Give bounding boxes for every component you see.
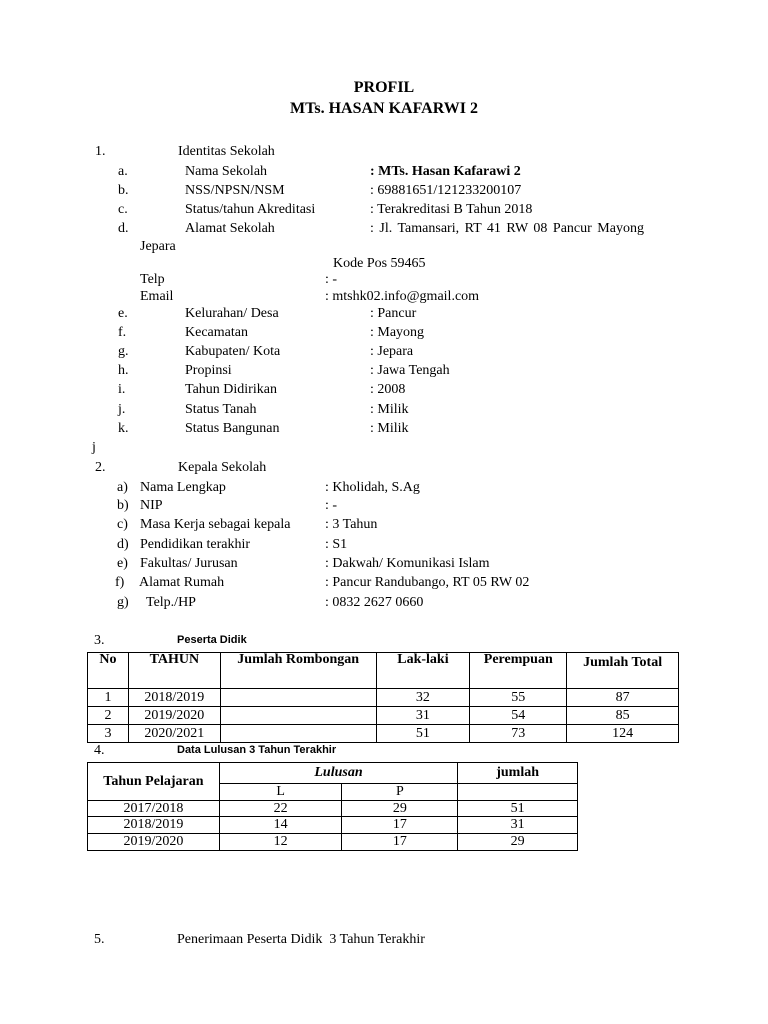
cell-rombongan	[220, 707, 376, 725]
sub-header-empty	[458, 784, 578, 801]
item-value: : 3 Tahun	[325, 517, 378, 532]
item-value: : 69881651/121233200107	[370, 183, 522, 198]
item-letter: c)	[117, 517, 128, 532]
cell-jumlah: 31	[458, 817, 578, 834]
cell-perempuan: 55	[470, 689, 567, 707]
cell-tahun: 2019/2020	[128, 707, 220, 725]
item-value: : MTs. Hasan Kafarawi 2	[370, 164, 521, 179]
item-label: Nama Lengkap	[140, 480, 226, 495]
stray-character: j	[92, 440, 96, 455]
email-value: : mtshk02.info@gmail.com	[325, 289, 480, 304]
sub-header-l: L	[219, 784, 342, 801]
item-value: : Terakreditasi B Tahun 2018	[370, 202, 533, 217]
item-letter: i.	[118, 382, 126, 397]
cell-perempuan: 73	[470, 725, 567, 743]
cell-no: 2	[88, 707, 129, 725]
cell-no: 3	[88, 725, 129, 743]
col-header-tahun: TAHUN	[128, 653, 220, 689]
item-value: : Pancur	[370, 306, 417, 321]
data-lulusan-table	[87, 762, 578, 851]
item-label: Status/tahun Akreditasi	[185, 202, 316, 217]
cell-p: 17	[342, 817, 458, 834]
item-value: : 0832 2627 0660	[325, 595, 424, 610]
item-label: Kelurahan/ Desa	[185, 306, 279, 321]
cell-tahun: 2017/2018	[88, 801, 220, 817]
peserta-didik-table	[87, 652, 679, 743]
table-row	[88, 707, 679, 725]
section5-heading: Penerimaan Peserta Didik 3 Tahun Terakhir	[177, 932, 425, 947]
section4-number: 4.	[94, 743, 105, 758]
cell-p: 17	[342, 834, 458, 851]
item-letter: c.	[118, 202, 128, 217]
item-value: : Jawa Tengah	[370, 363, 450, 378]
table-row	[88, 817, 578, 834]
item-letter: e)	[117, 556, 128, 571]
table-header-row	[88, 653, 679, 689]
email-label: Email	[140, 289, 174, 304]
cell-tahun: 2019/2020	[88, 834, 220, 851]
cell-tahun: 2018/2019	[88, 817, 220, 834]
address-continuation: Jepara	[140, 239, 176, 254]
section2-heading: Kepala Sekolah	[178, 460, 267, 475]
cell-laki-laki: 31	[376, 707, 470, 725]
section3-heading: Peserta Didik	[177, 634, 247, 646]
item-letter: g)	[117, 595, 129, 610]
item-value: : Milik	[370, 402, 409, 417]
item-value: : Dakwah/ Komunikasi Islam	[325, 556, 490, 571]
cell-total: 85	[567, 707, 679, 725]
item-letter: h.	[118, 363, 129, 378]
col-header-jumlah-total: Jumlah Total	[567, 653, 679, 689]
item-label: Fakultas/ Jurusan	[140, 556, 238, 571]
telp-label: Telp	[140, 272, 165, 287]
item-label: Nama Sekolah	[185, 164, 268, 179]
section1-number: 1.	[95, 144, 106, 159]
table-header-row	[88, 763, 578, 784]
item-value: : -	[325, 498, 338, 513]
item-letter: b.	[118, 183, 129, 198]
table-row	[88, 689, 679, 707]
item-label: Telp./HP	[146, 595, 196, 610]
item-value: : Jepara	[370, 344, 414, 359]
item-label: NSS/NPSN/NSM	[185, 183, 285, 198]
col-header-jumlah: jumlah	[458, 763, 578, 784]
item-letter: e.	[118, 306, 128, 321]
item-letter: f)	[115, 575, 125, 590]
item-label: Pendidikan terakhir	[140, 537, 251, 552]
cell-p: 29	[342, 801, 458, 817]
cell-tahun: 2018/2019	[128, 689, 220, 707]
cell-total: 124	[567, 725, 679, 743]
item-label: Tahun Didirikan	[185, 382, 277, 397]
cell-laki-laki: 51	[376, 725, 470, 743]
cell-jumlah: 51	[458, 801, 578, 817]
item-letter: d)	[117, 537, 129, 552]
item-letter: a)	[117, 480, 128, 495]
item-letter: j.	[118, 402, 126, 417]
item-label: Kecamatan	[185, 325, 248, 340]
table-row	[88, 834, 578, 851]
table-row	[88, 725, 679, 743]
item-letter: d.	[118, 221, 129, 236]
col-header-perempuan: Perempuan	[470, 653, 567, 689]
item-label: Status Tanah	[185, 402, 257, 417]
section3-number: 3.	[94, 633, 105, 648]
item-value: : S1	[325, 537, 348, 552]
cell-no: 1	[88, 689, 129, 707]
item-label: Masa Kerja sebagai kepala	[140, 517, 291, 532]
item-label: NIP	[140, 498, 163, 513]
item-value: : Milik	[370, 421, 409, 436]
item-label: Alamat Rumah	[139, 575, 225, 590]
cell-rombongan	[220, 725, 376, 743]
item-label: Propinsi	[185, 363, 232, 378]
item-label: Status Bangunan	[185, 421, 280, 436]
cell-jumlah: 29	[458, 834, 578, 851]
table-row	[88, 801, 578, 817]
col-header-no: No	[88, 653, 129, 689]
section4-heading: Data Lulusan 3 Tahun Terakhir	[177, 744, 337, 756]
item-value: : Pancur Randubango, RT 05 RW 02	[325, 575, 530, 590]
title-line-1: PROFIL	[353, 79, 415, 96]
col-header-jumlah-rombongan: Jumlah Rombongan	[220, 653, 376, 689]
item-value: : 2008	[370, 382, 406, 397]
section2-number: 2.	[95, 460, 106, 475]
col-header-laki-laki: Lak-laki	[376, 653, 470, 689]
item-letter: a.	[118, 164, 128, 179]
item-value: : Kholidah, S.Ag	[325, 480, 420, 495]
cell-total: 87	[567, 689, 679, 707]
cell-rombongan	[220, 689, 376, 707]
item-label: Kabupaten/ Kota	[185, 344, 281, 359]
cell-l: 14	[219, 817, 342, 834]
cell-perempuan: 54	[470, 707, 567, 725]
item-value: : Jl. Tamansari, RT 41 RW 08 Pancur Mayong	[370, 221, 644, 236]
title-line-2: MTs. HASAN KAFARWI 2	[290, 100, 478, 117]
item-value: : Mayong	[370, 325, 425, 340]
item-label: Alamat Sekolah	[185, 221, 275, 236]
cell-tahun: 2020/2021	[128, 725, 220, 743]
postal-code: Kode Pos 59465	[333, 256, 426, 271]
section1-heading: Identitas Sekolah	[178, 144, 275, 159]
cell-l: 22	[219, 801, 342, 817]
item-letter: g.	[118, 344, 129, 359]
sub-header-p: P	[342, 784, 458, 801]
col-header-lulusan: Lulusan	[219, 763, 457, 784]
section5-number: 5.	[94, 932, 105, 947]
cell-laki-laki: 32	[376, 689, 470, 707]
cell-l: 12	[219, 834, 342, 851]
item-letter: b)	[117, 498, 129, 513]
item-letter: k.	[118, 421, 129, 436]
item-letter: f.	[118, 325, 127, 340]
col-header-tahun-pelajaran: Tahun Pelajaran	[88, 763, 220, 801]
telp-value: : -	[325, 272, 338, 287]
